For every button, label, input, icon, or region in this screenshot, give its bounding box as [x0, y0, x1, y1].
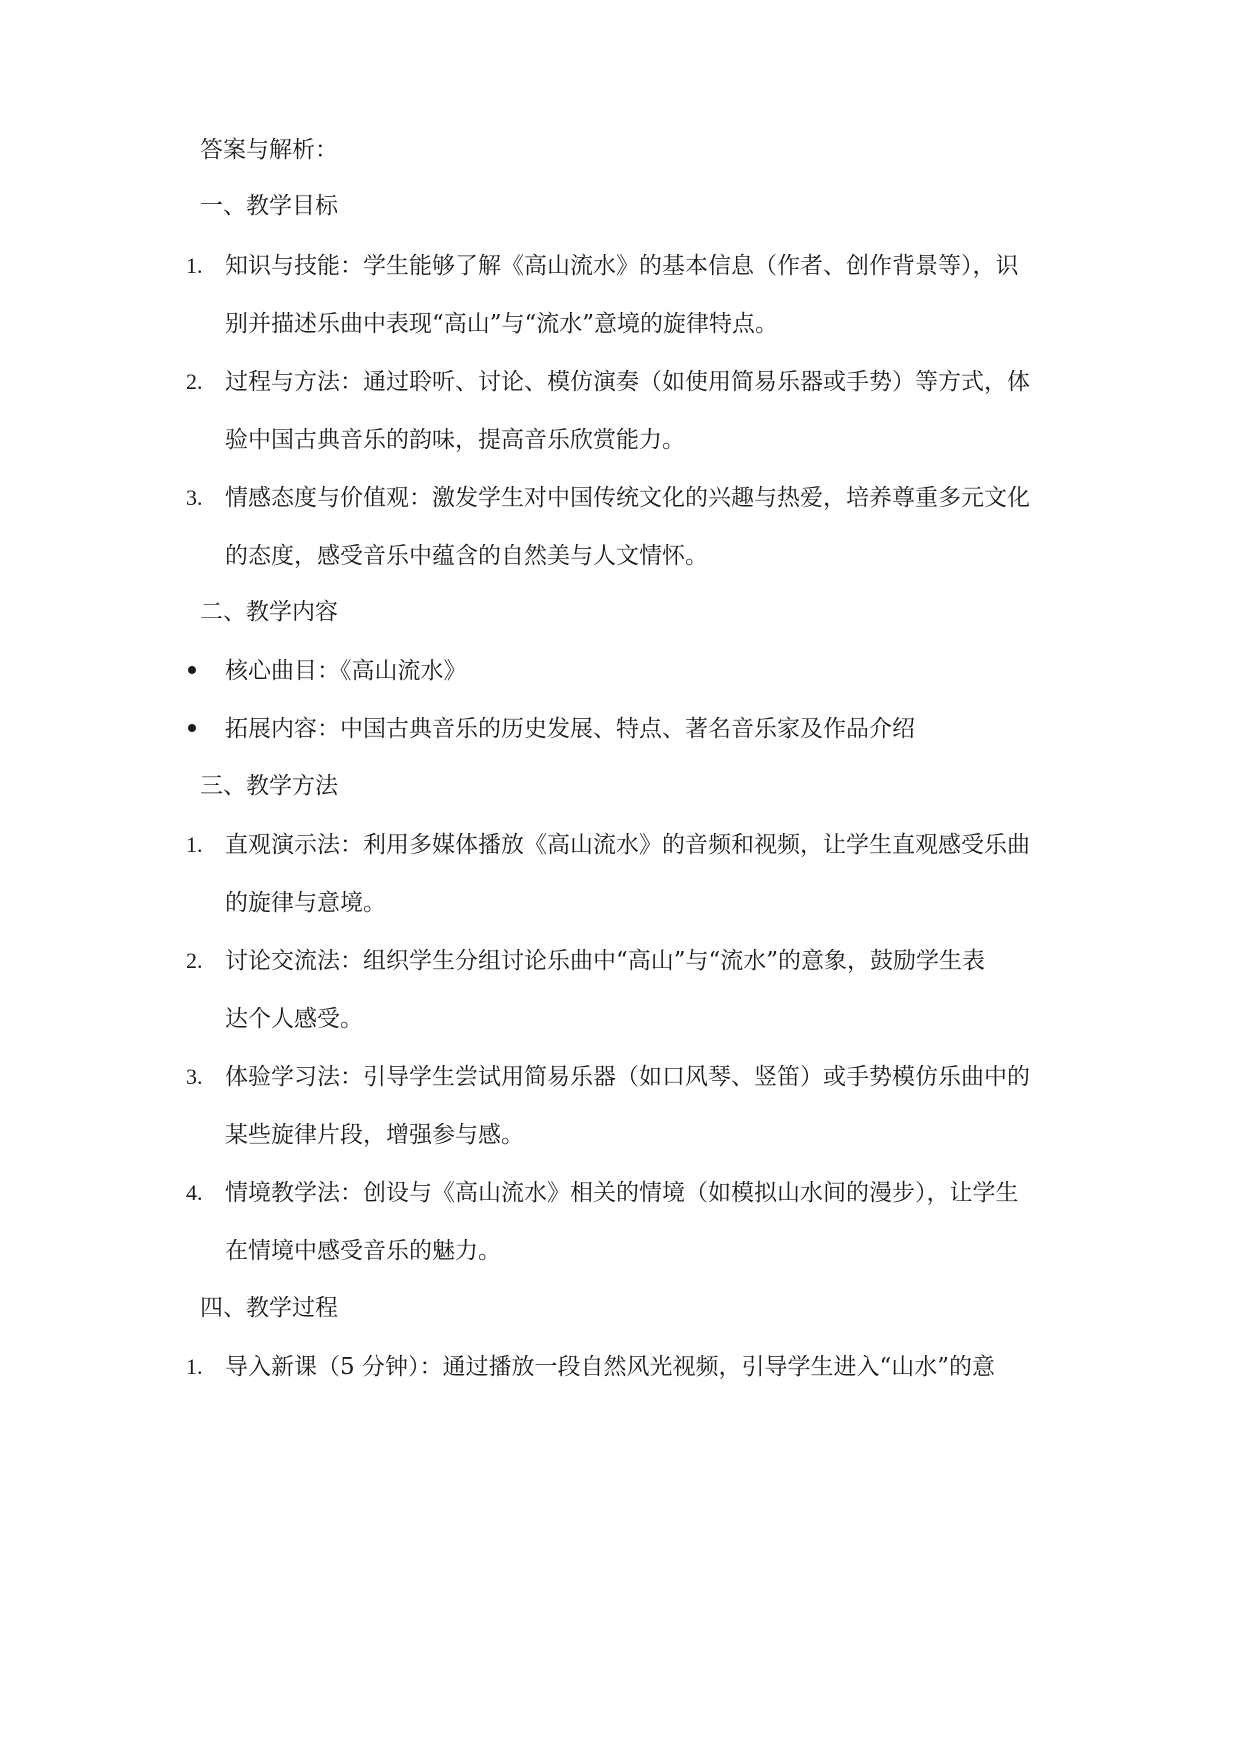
list-marker: 1.: [186, 253, 203, 278]
section-heading-content: 二、教学内容: [200, 599, 338, 625]
bullet-item: 拓展内容：中国古典音乐的历史发展、特点、著名音乐家及作品介绍: [225, 716, 915, 742]
list-marker: 4.: [186, 1180, 203, 1205]
section-heading-process: 四、教学过程: [200, 1295, 338, 1321]
bullet-item: 核心曲目：《高山流水》: [225, 658, 467, 684]
list-item-line: 体验学习法：引导学生尝试用简易乐器（如口风琴、竖笛）或手势模仿乐曲中的: [225, 1064, 1030, 1090]
bullet-icon: [188, 724, 196, 732]
list-item-line: 达个人感受。: [225, 1006, 363, 1032]
list-item-line: 导入新课（5 分钟）：通过播放一段自然风光视频，引导学生进入“山水”的意: [225, 1354, 995, 1380]
list-item-line: 验中国古典音乐的韵味，提高音乐欣赏能力。: [225, 427, 685, 453]
list-item-line: 的态度，感受音乐中蕴含的自然美与人文情怀。: [225, 543, 708, 569]
list-marker: 2.: [186, 369, 203, 394]
list-marker: 3.: [186, 485, 203, 510]
list-item-line: 别并描述乐曲中表现“高山”与“流水”意境的旋律特点。: [225, 311, 779, 337]
list-marker: 1.: [186, 1354, 203, 1379]
document-title: 答案与解析：: [200, 137, 338, 163]
list-marker: 1.: [186, 832, 203, 857]
list-item-line: 情感态度与价值观：激发学生对中国传统文化的兴趣与热爱，培养尊重多元文化: [225, 485, 1030, 511]
list-item-line: 讨论交流法：组织学生分组讨论乐曲中“高山”与“流水”的意象，鼓励学生表: [225, 948, 986, 974]
list-item-line: 情境教学法：创设与《高山流水》相关的情境（如模拟山水间的漫步），让学生: [225, 1180, 1019, 1206]
bullet-icon: [188, 666, 196, 674]
list-item-line: 某些旋律片段，增强参与感。: [225, 1122, 524, 1148]
list-item-line: 过程与方法：通过聆听、讨论、模仿演奏（如使用简易乐器或手势）等方式，体: [225, 369, 1030, 395]
list-marker: 2.: [186, 948, 203, 973]
list-item-line: 的旋律与意境。: [225, 890, 386, 916]
list-item-line: 在情境中感受音乐的魅力。: [225, 1238, 501, 1264]
list-marker: 3.: [186, 1064, 203, 1089]
section-heading-methods: 三、教学方法: [200, 773, 338, 799]
list-item-line: 直观演示法：利用多媒体播放《高山流水》的音频和视频，让学生直观感受乐曲: [225, 832, 1030, 858]
section-heading-objectives: 一、教学目标: [200, 193, 338, 219]
list-item-line: 知识与技能：学生能够了解《高山流水》的基本信息（作者、创作背景等），识: [225, 253, 1019, 279]
